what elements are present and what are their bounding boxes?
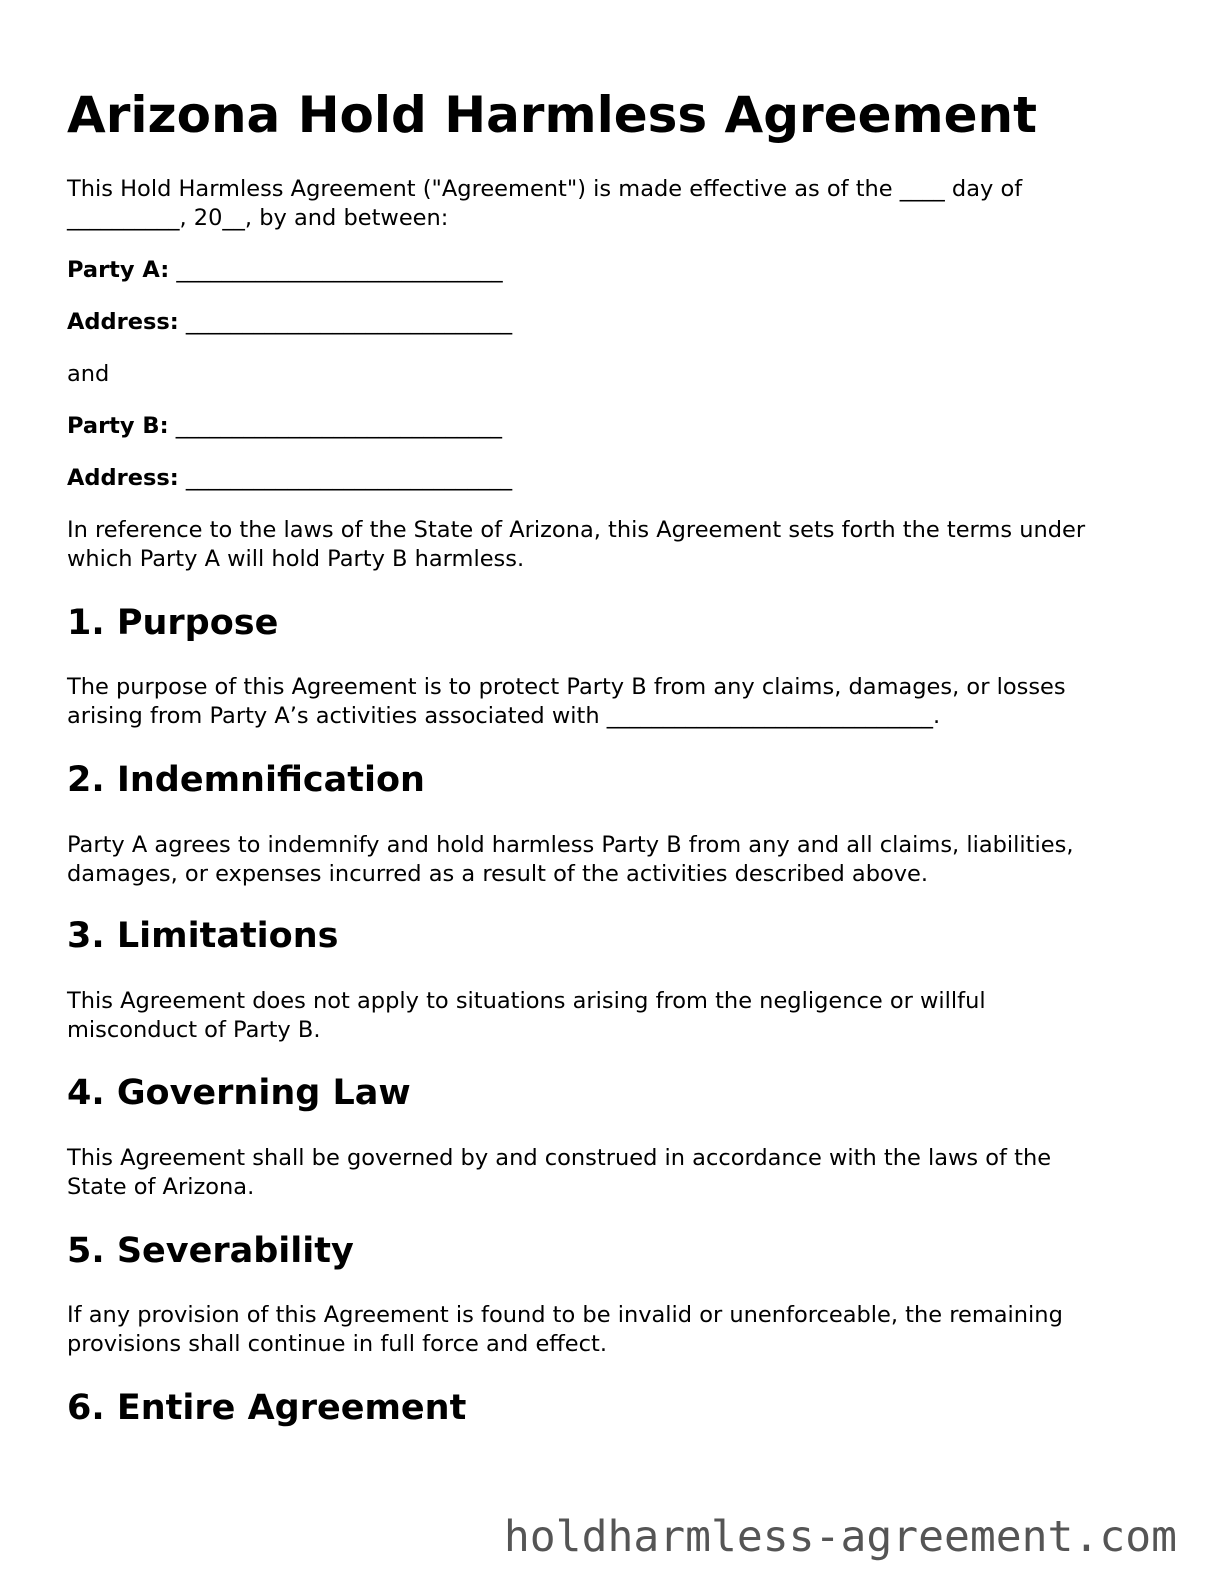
intro-line-2: __________, 20__, by and between: xyxy=(67,204,449,231)
party-b-blank: _____________________________ xyxy=(175,413,502,439)
section-indemnification-line-2: damages, or expenses incurred as a result of the activities described above. xyxy=(67,860,929,887)
section-governing-law-body xyxy=(67,1144,1167,1201)
section-limitations-line-2: misconduct of Party B. xyxy=(67,1016,321,1043)
party-b-address-blank: _____________________________ xyxy=(185,465,513,491)
reference-line-2: which Party A will hold Party B harmless. xyxy=(67,545,525,572)
section-purpose-line-2: arising from Party A’s activities associated with _____________________________. xyxy=(67,702,941,729)
party-b-address-field xyxy=(67,464,512,493)
section-limitations-heading: 3. Limitations xyxy=(67,916,339,956)
party-a-blank: _____________________________ xyxy=(176,257,503,283)
section-governing-law-heading: 4. Governing Law xyxy=(67,1073,411,1113)
document-title: Arizona Hold Harmless Agreement xyxy=(67,86,1038,144)
intro-line-1: This Hold Harmless Agreement ("Agreement") is made effective as of the ____ day of xyxy=(67,176,1023,202)
section-indemnification-heading: 2. Indemnification xyxy=(67,760,425,800)
section-limitations-body xyxy=(67,987,1167,1044)
party-b-address-label: Address: xyxy=(67,465,179,491)
party-a-address-blank: _____________________________ xyxy=(185,309,513,335)
section-purpose-body xyxy=(67,673,1167,730)
section-indemnification-line-1: Party A agrees to indemnify and hold harmless Party B from any and all claims, liabilities, xyxy=(67,832,1074,858)
section-severability-heading: 5. Severability xyxy=(67,1231,354,1271)
section-limitations-line-1: This Agreement does not apply to situations arising from the negligence or willful xyxy=(67,988,986,1014)
party-a-address-field xyxy=(67,308,512,337)
party-a-field xyxy=(67,256,503,285)
party-a-address-label: Address: xyxy=(67,309,179,335)
section-indemnification-body xyxy=(67,831,1167,888)
intro-paragraph xyxy=(67,175,1167,232)
section-severability-body xyxy=(67,1301,1167,1358)
reference-line-1: In reference to the laws of the State of Arizona, this Agreement sets forth the terms under xyxy=(67,517,1086,543)
reference-paragraph xyxy=(67,516,1167,573)
section-governing-law-line-2: State of Arizona. xyxy=(67,1173,255,1200)
watermark-url: holdharmless-agreement.com xyxy=(503,1512,1177,1562)
section-severability-line-2: provisions shall continue in full force and effect. xyxy=(67,1330,607,1357)
section-purpose-heading: 1. Purpose xyxy=(67,603,279,643)
party-a-label: Party A: xyxy=(67,257,170,283)
section-governing-law-line-1: This Agreement shall be governed by and construed in accordance with the laws of the xyxy=(67,1145,1052,1171)
conjunction-and: and xyxy=(67,361,110,387)
section-severability-line-1: If any provision of this Agreement is found to be invalid or unenforceable, the remaining xyxy=(67,1302,1063,1328)
section-entire-agreement-heading: 6. Entire Agreement xyxy=(67,1388,467,1428)
party-b-label: Party B: xyxy=(67,413,169,439)
section-purpose-line-1: The purpose of this Agreement is to protect Party B from any claims, damages, or losses xyxy=(67,674,1066,700)
party-b-field xyxy=(67,412,502,441)
